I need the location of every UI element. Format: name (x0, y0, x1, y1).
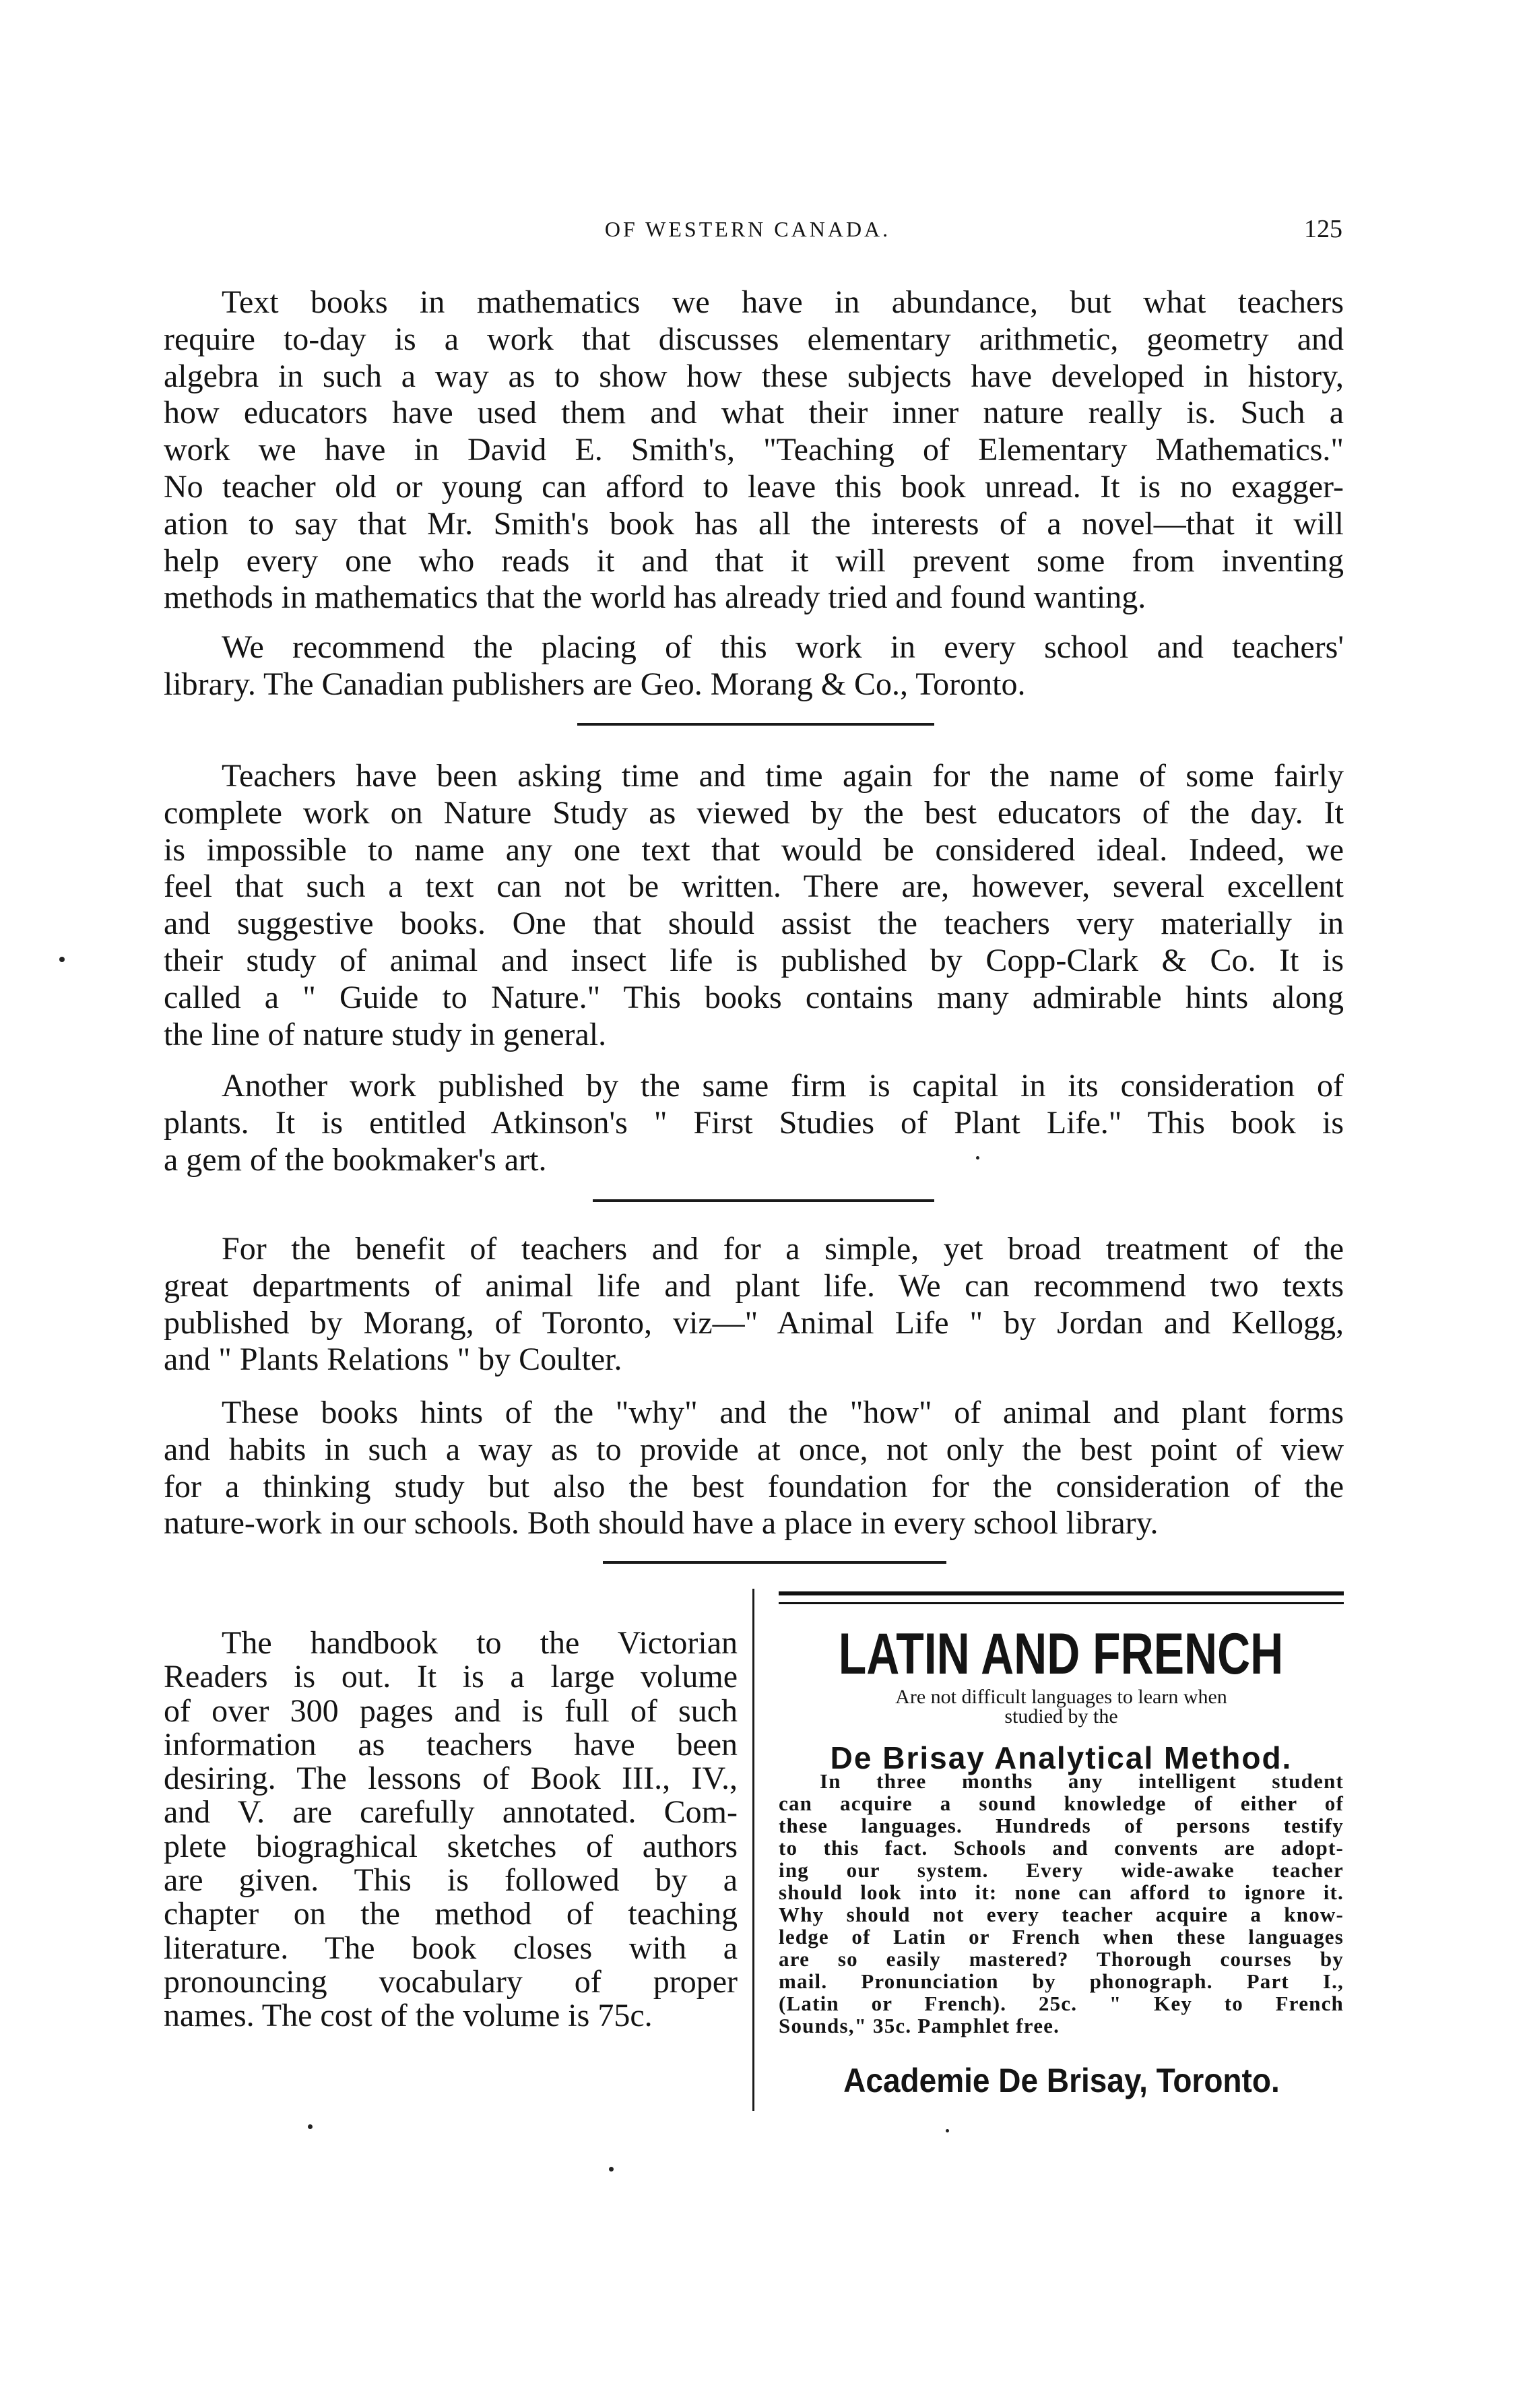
ad-top-rule (779, 1591, 1344, 1595)
section-divider (603, 1561, 946, 1564)
ad-text-line: can acquire a sound knowledge of either of (779, 1792, 1344, 1815)
ad-text-line: mail. Pronunciation by phonograph. Part I., (779, 1969, 1344, 1993)
paragraph (164, 1395, 1344, 1542)
page-number: 125 (1304, 215, 1342, 243)
advertisement (779, 1583, 1344, 2109)
text-line: and suggestive books. One that should assist the teachers very materially in (164, 906, 1344, 942)
section-divider (577, 723, 934, 726)
text-line: We recommend the placing of this work in every school and teachers' (222, 629, 1344, 665)
text-line: plete biograghical sketches of authors (164, 1828, 738, 1864)
text-line: chapter on the method of teaching (164, 1896, 738, 1932)
text-line: and V. are carefully annotated. Com- (164, 1794, 738, 1831)
text-line: pronouncing vocabulary of proper (164, 1963, 738, 2000)
column-divider (752, 1589, 754, 2111)
text-line: and habits in such a way as to provide at once, not only the best point of view (164, 1431, 1344, 1467)
ad-signature-text: Academie De Brisay, Toronto. (843, 2062, 1280, 2099)
text-line: literature. The book closes with a (164, 1930, 738, 1966)
ad-text-line: Why should not every teacher acquire a know- (779, 1903, 1344, 1926)
text-line: the line of nature study in general. (164, 1016, 607, 1052)
text-line: for a thinking study but also the best foundation for the consideration of the (164, 1468, 1344, 1504)
text-line: nature-work in our schools. Both should have a place in every school library. (164, 1505, 1159, 1542)
text-line: and " Plants Relations " by Coulter. (164, 1341, 622, 1378)
scan-speck (308, 2124, 313, 2129)
section-divider (593, 1199, 934, 1202)
paragraph (164, 284, 1344, 616)
ad-body (779, 1770, 1344, 2037)
text-line: great departments of animal life and plant life. We can recommend two texts (164, 1267, 1344, 1304)
text-line: help every one who reads it and that it will prevent some from inventing (164, 542, 1344, 579)
ad-text-line: these languages. Hundreds of persons testify (779, 1814, 1344, 1837)
text-line: ation to say that Mr. Smith's book has all the interests of a novel—that it will (164, 505, 1344, 542)
ad-subhead-line: Are not difficult languages to learn when (895, 1686, 1227, 1708)
paragraph (164, 629, 1344, 703)
ad-subhead (779, 1687, 1344, 1726)
text-line: methods in mathematics that the world has already tried and found wanting. (164, 579, 1146, 616)
ad-signature (779, 2064, 1344, 2097)
text-line: No teacher old or young can afford to leave this book unread. It is no exagger- (164, 468, 1344, 505)
text-line: is impossible to name any one text that would be considered ideal. Indeed, we (164, 831, 1344, 868)
text-line: Teachers have been asking time and time again for the name of some fairly (222, 758, 1344, 794)
text-line: names. The cost of the volume is 75c. (164, 1998, 653, 2034)
text-line: Readers is out. It is a large volume (164, 1659, 738, 1695)
ad-text-line: ledge of Latin or French when these languages (779, 1925, 1344, 1948)
text-line: algebra in such a way as to show how these subjects have developed in history, (164, 358, 1344, 394)
text-line: feel that such a text can not be written. There are, however, several excellent (164, 868, 1344, 905)
text-line: plants. It is entitled Atkinson's " First Studies of Plant Life." This book is (164, 1104, 1344, 1141)
ad-headline-text: LATIN AND FRENCH (839, 1622, 1284, 1686)
text-line: The handbook to the Victorian (222, 1625, 738, 1661)
text-line: These books hints of the "why" and the "how" of animal and plant forms (222, 1395, 1344, 1430)
scan-speck (976, 1156, 979, 1160)
ad-text-line: to this fact. Schools and convents are adopt- (779, 1836, 1344, 1860)
text-line: how educators have used them and what their inner nature really is. Such a (164, 395, 1344, 431)
text-line: a gem of the bookmaker's art. (164, 1141, 547, 1178)
text-line: desiring. The lessons of Book III., IV., (164, 1761, 738, 1797)
ad-method-name: De Brisay Analytical Method. (830, 1740, 1293, 1775)
text-line: complete work on Nature Study as viewed by the best educators of the day. It (164, 794, 1344, 831)
text-line: information as teachers have been (164, 1726, 738, 1763)
text-line: published by Morang, of Toronto, viz—" Animal Life " by Jordan and Kellogg, (164, 1304, 1344, 1341)
ad-text-line: In three months any intelligent student (820, 1769, 1344, 1793)
ad-text-line: ing our system. Every wide-awake teacher (779, 1858, 1344, 1882)
text-line: their study of animal and insect life is published by Copp-Clark & Co. It is (164, 942, 1344, 978)
text-line: are given. This is followed by a (164, 1862, 738, 1899)
ad-text-line: (Latin or French). 25c. " Key to French (779, 1992, 1344, 2015)
handbook-note (164, 1626, 738, 2033)
paragraph (164, 1068, 1344, 1178)
scan-speck (609, 2167, 614, 2172)
text-line: library. The Canadian publishers are Geo. Morang & Co., Toronto. (164, 666, 1026, 702)
ad-text-line: Sounds," 35c. Pamphlet free. (779, 2014, 1060, 2037)
text-line: of over 300 pages and is full of such (164, 1692, 738, 1729)
text-line: For the benefit of teachers and for a simple, yet broad treatment of the (222, 1231, 1344, 1267)
paragraph (164, 1231, 1344, 1379)
ad-text-line: should look into it: none can afford to ignore it. (779, 1880, 1344, 1904)
paragraph (164, 758, 1344, 1053)
text-line: Text books in mathematics we have in abundance, but what teachers (222, 284, 1344, 320)
text-line: require to-day is a work that discusses elementary arithmetic, geometry and (164, 321, 1344, 357)
ad-headline (779, 1620, 1344, 1688)
ad-text-line: are so easily mastered? Thorough courses by (779, 1947, 1344, 1971)
scan-speck (59, 957, 65, 962)
running-title: OF WESTERN CANADA. (604, 217, 891, 241)
scan-speck (946, 2129, 949, 2132)
ad-subhead-line: studied by the (1004, 1705, 1118, 1728)
ad-top-rule-inner (779, 1602, 1344, 1604)
text-line: called a " Guide to Nature." This books contains many admirable hints along (164, 979, 1344, 1015)
text-line: work we have in David E. Smith's, "Teaching of Elementary Mathematics." (164, 432, 1344, 468)
text-line: Another work published by the same firm is capital in its consideration of (222, 1068, 1344, 1104)
